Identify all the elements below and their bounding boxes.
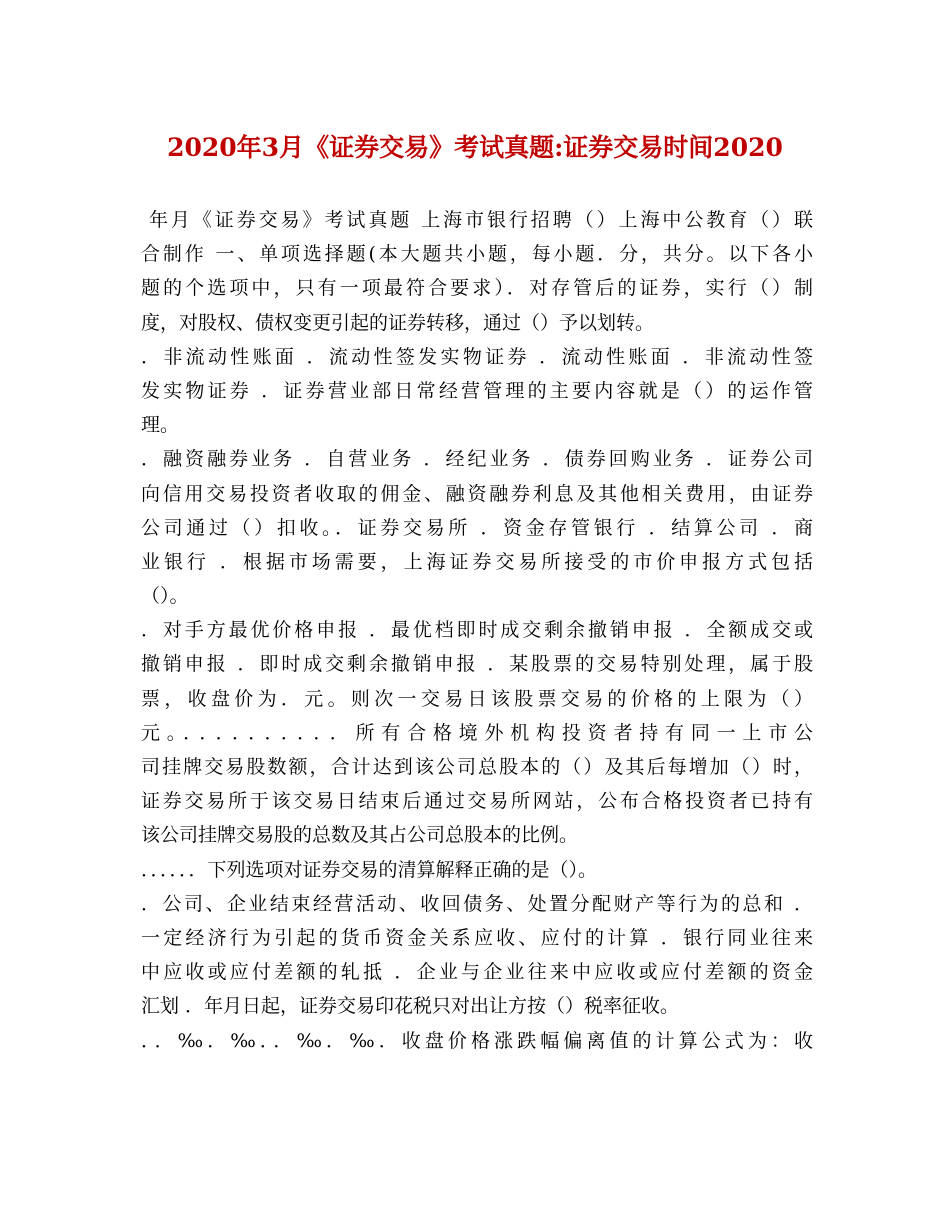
body-line: 司挂牌交易股数额，合计达到该公司总股本的（）及其后每增加（）时，: [141, 756, 813, 778]
body-line: 向信用交易投资者收取的佣金、融资融券利息及其他相关费用，由证券: [141, 482, 813, 505]
body-line: 汇划 ．年月日起，证券交易印花税只对出让方按（）税率征收。: [141, 995, 680, 1018]
body-line: ．对手方最优价格申报 ．最优档即时成交剩余撤销申报 ．全额成交或: [141, 619, 813, 642]
body-line: 发实物证券 ．证券营业部日常经营管理的主要内容就是（）的运作管: [141, 379, 813, 402]
body-line: 该公司挂牌交易股的总数及其占公司总股本的比例。: [141, 824, 579, 847]
body-line: 题的个选项中，只有一项最符合要求）．对存管后的证券，实行（）制: [141, 277, 813, 300]
body-line: 一定经济行为引起的货币资金关系应收、应付的计算 ．银行同业往来: [141, 926, 813, 949]
body-line: ．融资融券业务 ．自营业务 ．经纪业务 ．债券回购业务 ．证券公司: [141, 448, 813, 471]
document-title: 2020年3月《证券交易》考试真题:证券交易时间2020: [167, 133, 783, 162]
body-line: 理。: [141, 414, 180, 437]
body-line: 证券交易所于该交易日结束后通过交易所网站，公布合格投资者已持有: [141, 790, 813, 813]
body-line: ．．‰．‰．．‰．‰．收盘价格涨跌幅偏离值的计算公式为：收: [141, 1029, 813, 1052]
body-line: 元。．．．．．．．．．．所有合格境外机构投资者持有同一上市公: [141, 721, 813, 744]
body-line: ．公司、企业结束经营活动、收回债务、处置分配财产等行为的总和 ．: [141, 892, 813, 915]
body-line: 公司通过（）扣收。．证券交易所 ．资金存管银行 ．结算公司 ．商: [141, 516, 813, 539]
body-line: 度，对股权、债权变更引起的证券转移，通过（）予以划转。: [141, 311, 655, 334]
body-line: （）。: [141, 585, 189, 608]
body-line: 中应收或应付差额的轧抵 ．企业与企业往来中应收或应付差额的资金: [141, 961, 813, 984]
body-line: ．非流动性账面 ．流动性签发实物证券 ．流动性账面 ．非流动性签: [141, 345, 813, 368]
body-line: 年月《证券交易》考试真题 上海市银行招聘（）上海中公教育（）联: [149, 209, 813, 231]
body-line: 合制作 一、单项选择题(本大题共小题，每小题．分，共分。以下各小: [141, 243, 813, 266]
body-line: 撤销申报 ．即时成交剩余撤销申报 ．某股票的交易特别处理，属于股: [141, 653, 813, 676]
document-body: [141, 203, 813, 1058]
body-line: 业银行 ．根据市场需要，上海证券交易所接受的市价申报方式包括: [141, 550, 813, 573]
body-line: ．．．．．．下列选项对证券交易的清算解释正确的是（）。: [141, 858, 598, 881]
body-line: 票，收盘价为．元。则次一交易日该股票交易的价格的上限为（）: [141, 687, 813, 710]
